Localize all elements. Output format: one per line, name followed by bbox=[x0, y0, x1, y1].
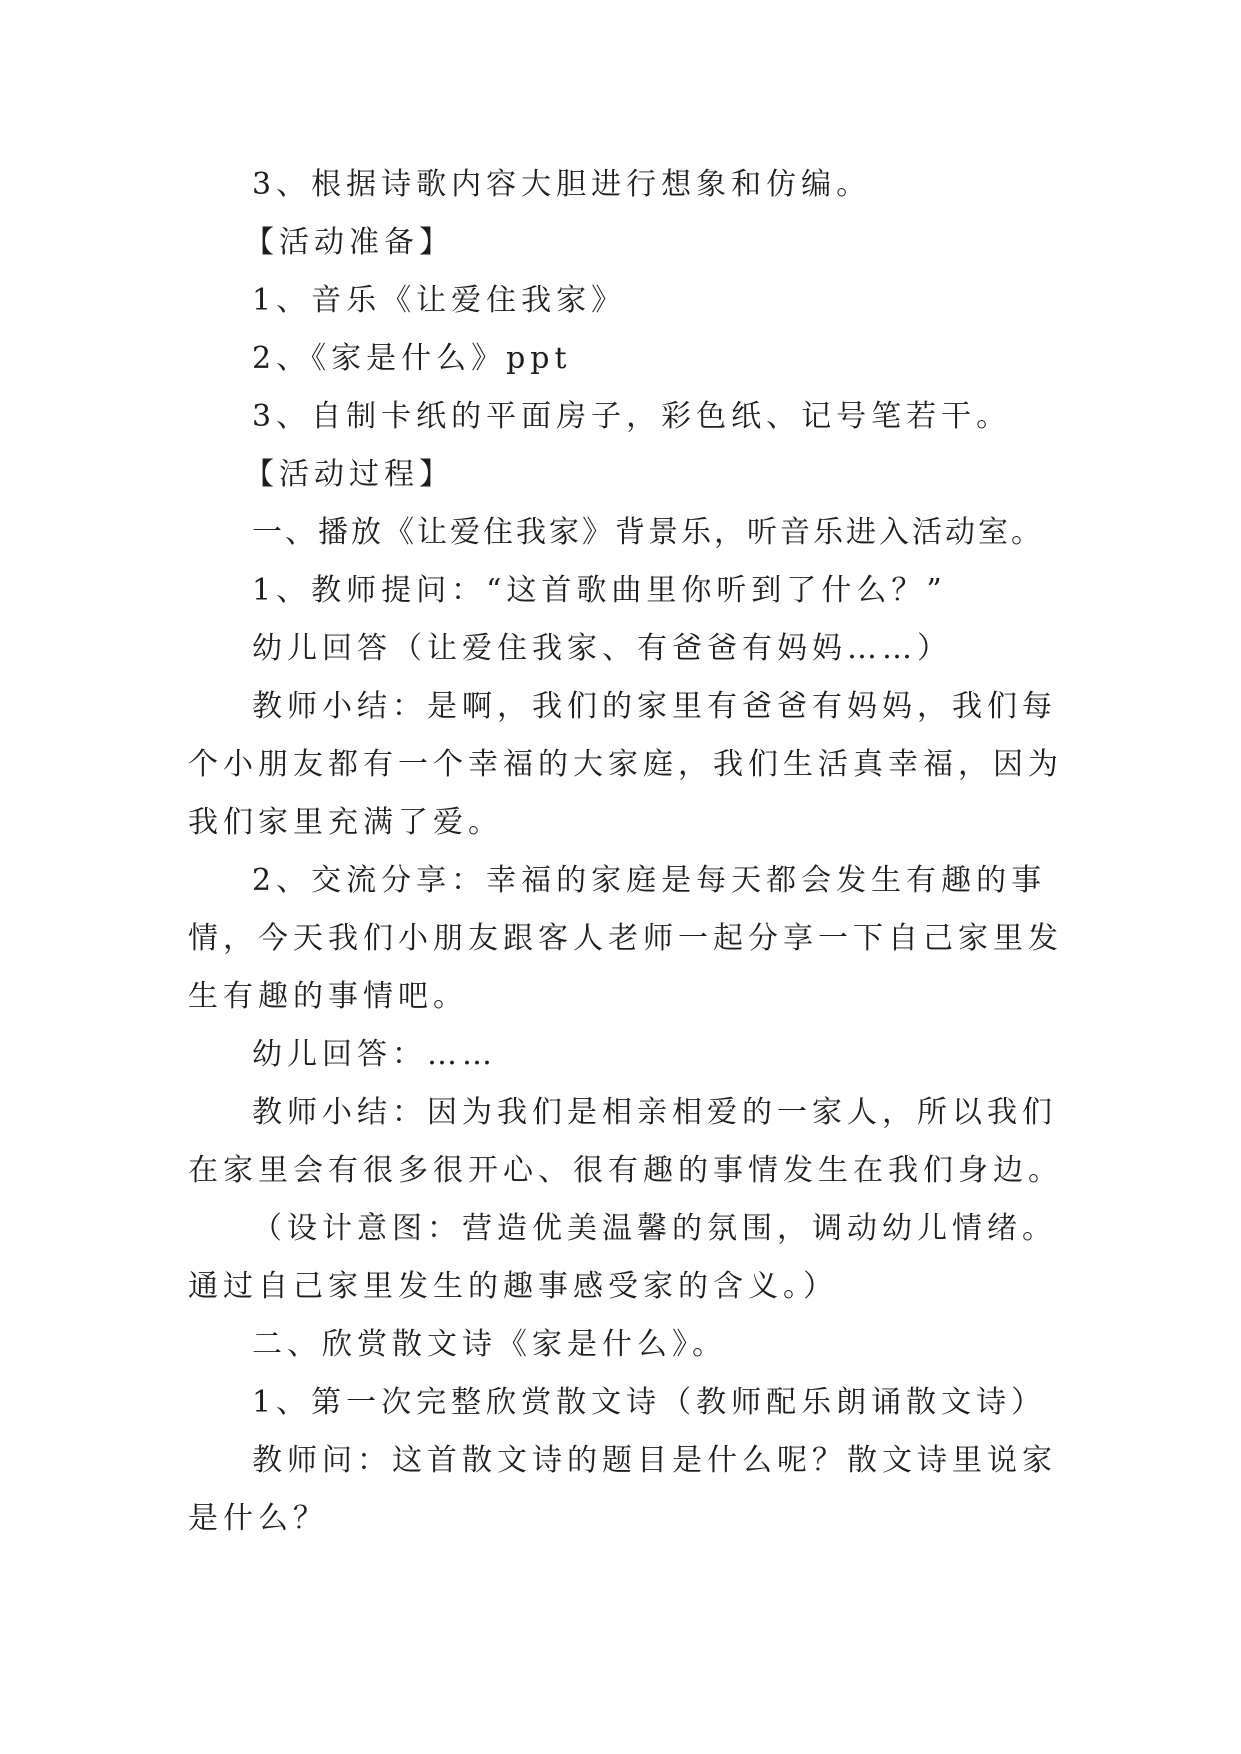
paragraph: 1、第一次完整欣赏散文诗（教师配乐朗诵散文诗） bbox=[252, 1385, 1047, 1420]
paragraph: 教师小结：是啊，我们的家里有爸爸有妈妈，我们每个小朋友都有一个幸福的大家庭，我们生活真幸福，因为我们家里充满了爱。 bbox=[188, 689, 1063, 840]
paragraph: 一、播放《让爱住我家》背景乐，听音乐进入活动室。 bbox=[252, 515, 1044, 550]
paragraph: 二、欣赏散文诗《家是什么》。 bbox=[252, 1327, 727, 1362]
paragraph: 3、根据诗歌内容大胆进行想象和仿编。 bbox=[252, 167, 872, 202]
paragraph: 教师问：这首散文诗的题目是什么呢？散文诗里说家是什么？ bbox=[188, 1443, 1057, 1536]
paragraph: 教师小结：因为我们是相亲相爱的一家人，所以我们在家里会有很多很开心、很有趣的事情发生在我们身边。 bbox=[188, 1095, 1063, 1188]
section-heading: 【活动过程】 bbox=[244, 457, 454, 492]
paragraph: 3、自制卡纸的平面房子，彩色纸、记号笔若干。 bbox=[252, 399, 1012, 434]
paragraph: 2、交流分享：幸福的家庭是每天都会发生有趣的事情，今天我们小朋友跟客人老师一起分享一下自己家里发生有趣的事情吧。 bbox=[188, 863, 1063, 1014]
paragraph: 1、教师提问：“这首歌曲里你听到了什么？” bbox=[252, 573, 947, 608]
paragraph: （设计意图：营造优美温馨的氛围，调动幼儿情绪。通过自己家里发生的趣事感受家的含义。） bbox=[188, 1211, 1057, 1304]
paragraph: 幼儿回答：…… bbox=[252, 1037, 497, 1072]
paragraph: 2、《家是什么》ppt bbox=[252, 341, 572, 376]
paragraph: 幼儿回答（让爱住我家、有爸爸有妈妈……） bbox=[252, 631, 952, 666]
paragraph: 1、音乐《让爱住我家》 bbox=[252, 283, 627, 318]
section-heading: 【活动准备】 bbox=[244, 225, 454, 260]
document-body bbox=[188, 156, 1068, 1548]
